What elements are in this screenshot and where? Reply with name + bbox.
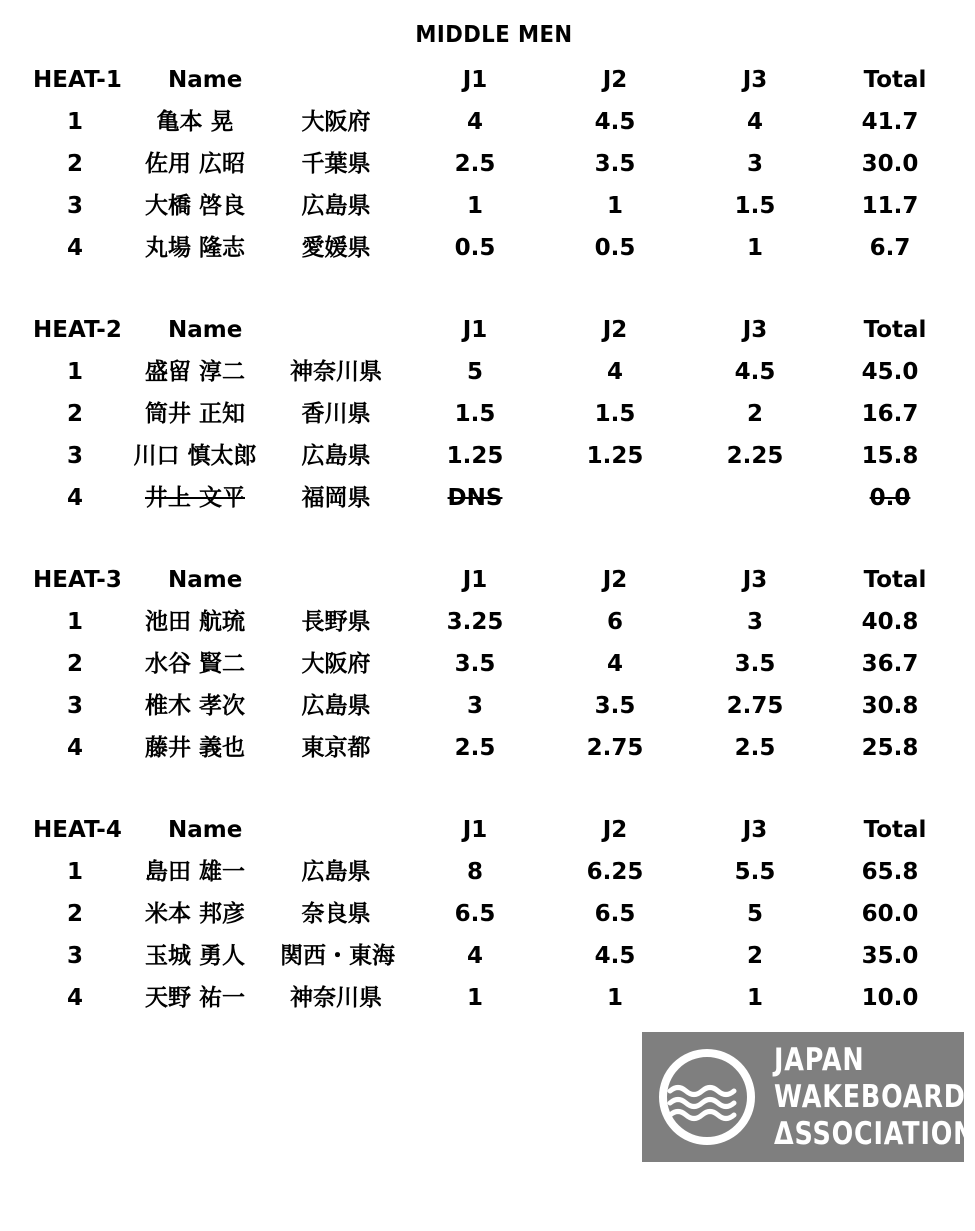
- name-cell: 椎木 孝次: [144, 693, 245, 719]
- j1-score-cell: 5: [466, 359, 483, 385]
- total-score-cell: 11.7: [861, 193, 919, 219]
- j2-score-cell: 6: [606, 609, 623, 635]
- j1-score-cell: 2.5: [454, 735, 496, 761]
- rank-cell: 2: [66, 401, 83, 427]
- table-row: [0, 977, 975, 1019]
- name-cell: 玉城 勇人: [144, 943, 245, 969]
- j1-score-cell: 1: [466, 985, 483, 1011]
- j3-column-header: J3: [742, 817, 768, 843]
- j2-score-cell: 4.5: [594, 943, 636, 969]
- table-row: [0, 685, 975, 727]
- j3-score-cell: 2.5: [734, 735, 776, 761]
- name-cell: 井上 文平: [144, 485, 245, 511]
- rank-cell: 3: [66, 193, 83, 219]
- prefecture-cell: 大阪府: [301, 109, 371, 135]
- j3-column-header: J3: [742, 317, 768, 343]
- j1-score-cell: 1.25: [446, 443, 504, 469]
- name-cell: 川口 慎太郎: [133, 443, 257, 469]
- rank-cell: 2: [66, 901, 83, 927]
- total-column-header: Total: [863, 67, 927, 93]
- prefecture-cell: 広島県: [301, 693, 371, 719]
- name-column-header: Name: [168, 317, 243, 343]
- j2-score-cell: [565, 477, 665, 519]
- table-row: [0, 227, 975, 269]
- j2-score-cell: 1: [606, 985, 623, 1011]
- j2-score-cell: 3.5: [594, 693, 636, 719]
- j2-score-cell: 1: [606, 193, 623, 219]
- prefecture-cell: 関西・東海: [280, 943, 395, 969]
- heat-header-row: [0, 59, 975, 101]
- j1-score-cell: 3.25: [446, 609, 504, 635]
- heat-header-row: [0, 309, 975, 351]
- j1-score-cell: 4: [466, 109, 483, 135]
- name-column-header: Name: [168, 567, 243, 593]
- j1-column-header: J1: [462, 567, 488, 593]
- rank-cell: 2: [66, 151, 83, 177]
- j3-score-cell: 1: [746, 985, 763, 1011]
- j1-column-header: J1: [462, 67, 488, 93]
- heat-header-row: [0, 559, 975, 601]
- total-column-header: Total: [863, 567, 927, 593]
- total-score-cell: 65.8: [861, 859, 919, 885]
- prefecture-cell: 千葉県: [301, 151, 371, 177]
- name-cell: 丸場 隆志: [144, 235, 245, 261]
- logo-line-wakeboard: WAKEBOARD: [774, 1079, 966, 1115]
- j3-score-cell: 3: [746, 151, 763, 177]
- j3-score-cell: 4: [746, 109, 763, 135]
- table-row: [0, 143, 975, 185]
- name-cell: 盛留 淳二: [144, 359, 245, 385]
- name-cell: 大橋 啓良: [144, 193, 245, 219]
- rank-cell: 2: [66, 651, 83, 677]
- name-cell: 島田 雄一: [144, 859, 245, 885]
- prefecture-cell: 神奈川県: [290, 985, 382, 1011]
- total-score-cell: 16.7: [861, 401, 919, 427]
- j1-score-cell: 4: [466, 943, 483, 969]
- j3-score-cell: 2.25: [726, 443, 784, 469]
- name-cell: 池田 航琉: [144, 609, 245, 635]
- rank-cell: 1: [66, 609, 83, 635]
- j1-score-cell: 8: [466, 859, 483, 885]
- j2-column-header: J2: [602, 567, 628, 593]
- j2-column-header: J2: [602, 817, 628, 843]
- name-cell: 佐用 広昭: [144, 151, 245, 177]
- table-row: [0, 351, 975, 393]
- rank-cell: 4: [66, 235, 83, 261]
- name-cell: 水谷 賢二: [144, 651, 245, 677]
- table-row: [0, 935, 975, 977]
- j3-score-cell: 5: [746, 901, 763, 927]
- total-column-header: Total: [863, 817, 927, 843]
- prefecture-cell: 広島県: [301, 859, 371, 885]
- j1-score-cell: 1.5: [454, 401, 496, 427]
- table-row: [0, 435, 975, 477]
- rank-cell: 3: [66, 443, 83, 469]
- j1-score-cell: 2.5: [454, 151, 496, 177]
- prefecture-cell: 長野県: [301, 609, 371, 635]
- j3-column-header: J3: [742, 567, 768, 593]
- prefecture-cell: 愛媛県: [301, 235, 371, 261]
- total-score-cell: 6.7: [869, 235, 911, 261]
- prefecture-cell: 奈良県: [301, 901, 371, 927]
- table-row: [0, 851, 975, 893]
- j3-score-cell: 3: [746, 609, 763, 635]
- logo-line-japan: JAPAN: [774, 1042, 865, 1078]
- j2-score-cell: 4: [606, 359, 623, 385]
- heat-3-section: [0, 559, 975, 769]
- prefecture-cell: 香川県: [301, 401, 371, 427]
- j2-score-cell: 0.5: [594, 235, 636, 261]
- table-row-disqualified: [0, 477, 975, 519]
- rank-cell: 1: [66, 359, 83, 385]
- table-row: [0, 185, 975, 227]
- heat-2-section: [0, 309, 975, 519]
- j1-score-cell: 3: [466, 693, 483, 719]
- prefecture-cell: 広島県: [301, 193, 371, 219]
- j1-column-header: J1: [462, 317, 488, 343]
- total-score-cell: 41.7: [861, 109, 919, 135]
- jwba-logo: [642, 1032, 975, 1162]
- j3-score-cell: 2: [746, 943, 763, 969]
- rank-cell: 3: [66, 943, 83, 969]
- j2-score-cell: 1.25: [586, 443, 644, 469]
- j3-score-cell: [705, 477, 805, 519]
- table-row: [0, 727, 975, 769]
- name-cell: 藤井 義也: [144, 735, 245, 761]
- j3-score-cell: 1.5: [734, 193, 776, 219]
- heat-4-section: [0, 809, 975, 1019]
- wave-circle-icon: [656, 1046, 758, 1148]
- j1-score-cell: 6.5: [454, 901, 496, 927]
- j2-score-cell: 2.75: [586, 735, 644, 761]
- j1-score-cell: 1: [466, 193, 483, 219]
- total-score-cell: 0.0: [869, 485, 911, 511]
- name-cell: 亀本 晃: [156, 109, 234, 135]
- total-score-cell: 30.0: [861, 151, 919, 177]
- total-score-cell: 15.8: [861, 443, 919, 469]
- prefecture-cell: 大阪府: [301, 651, 371, 677]
- j1-score-cell: 3.5: [454, 651, 496, 677]
- rank-cell: 3: [66, 693, 83, 719]
- j3-score-cell: 2: [746, 401, 763, 427]
- total-score-cell: 60.0: [861, 901, 919, 927]
- j2-column-header: J2: [602, 317, 628, 343]
- rank-cell: 4: [66, 735, 83, 761]
- logo-wordmark: [774, 1042, 975, 1153]
- total-score-cell: 45.0: [861, 359, 919, 385]
- total-score-cell: 10.0: [861, 985, 919, 1011]
- total-score-cell: 30.8: [861, 693, 919, 719]
- j2-score-cell: 4.5: [594, 109, 636, 135]
- j3-score-cell: 4.5: [734, 359, 776, 385]
- name-cell: 米本 邦彦: [144, 901, 245, 927]
- j2-score-cell: 3.5: [594, 151, 636, 177]
- j2-score-cell: 6.5: [594, 901, 636, 927]
- rank-cell: 4: [66, 985, 83, 1011]
- name-cell: 筒井 正知: [144, 401, 245, 427]
- heat-label: HEAT-1: [33, 67, 122, 93]
- heat-1-section: [0, 59, 975, 269]
- total-score-cell: 40.8: [861, 609, 919, 635]
- j2-score-cell: 1.5: [594, 401, 636, 427]
- j3-score-cell: 3.5: [734, 651, 776, 677]
- name-column-header: Name: [168, 67, 243, 93]
- rank-cell: 1: [66, 109, 83, 135]
- table-row: [0, 893, 975, 935]
- j3-column-header: J3: [742, 67, 768, 93]
- table-row: [0, 643, 975, 685]
- j1-column-header: J1: [462, 817, 488, 843]
- j2-score-cell: 6.25: [586, 859, 644, 885]
- page-title: MIDDLE MEN: [415, 22, 573, 48]
- heat-label: HEAT-3: [33, 567, 122, 593]
- j1-score-cell: DNS: [447, 485, 503, 511]
- j3-score-cell: 2.75: [726, 693, 784, 719]
- j2-score-cell: 4: [606, 651, 623, 677]
- prefecture-cell: 広島県: [301, 443, 371, 469]
- prefecture-cell: 神奈川県: [290, 359, 382, 385]
- total-score-cell: 36.7: [861, 651, 919, 677]
- rank-cell: 1: [66, 859, 83, 885]
- name-column-header: Name: [168, 817, 243, 843]
- j3-score-cell: 5.5: [734, 859, 776, 885]
- heat-label: HEAT-4: [33, 817, 122, 843]
- prefecture-cell: 東京都: [301, 735, 371, 761]
- j3-score-cell: 1: [746, 235, 763, 261]
- heat-label: HEAT-2: [33, 317, 122, 343]
- name-cell: 天野 祐一: [144, 985, 245, 1011]
- heat-header-row: [0, 809, 975, 851]
- prefecture-cell: 福岡県: [301, 485, 371, 511]
- rank-cell: 4: [66, 485, 83, 511]
- j2-column-header: J2: [602, 67, 628, 93]
- total-score-cell: 25.8: [861, 735, 919, 761]
- table-row: [0, 601, 975, 643]
- table-row: [0, 393, 975, 435]
- total-column-header: Total: [863, 317, 927, 343]
- total-score-cell: 35.0: [861, 943, 919, 969]
- j1-score-cell: 0.5: [454, 235, 496, 261]
- logo-line-association: ΔSSOCIATION: [774, 1116, 975, 1152]
- table-row: [0, 101, 975, 143]
